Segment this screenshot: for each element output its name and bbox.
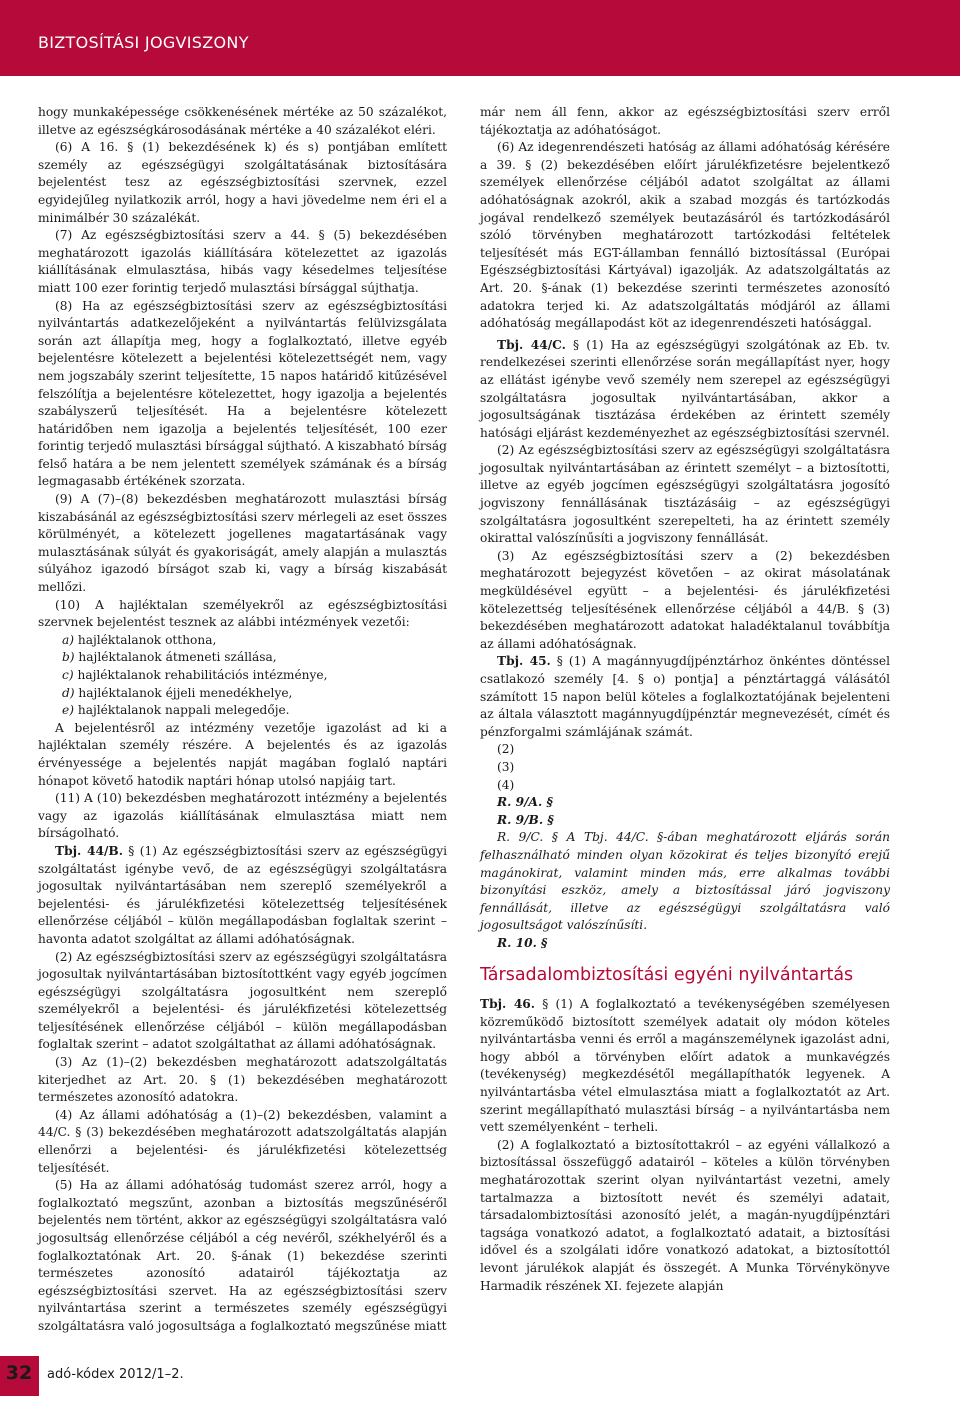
left-paragraph: (10) A hajléktalan személyekről az egészségbiztosítási szervnek bejelentést tesznek az alábbi intézmények vezetői: [38, 597, 447, 630]
left-paragraph: hogy munkaképessége csökkenésének mértéke az 50 százalékot, illetve az egészségkárosodásának mértéke a 40 százalékot eléri. [38, 105, 447, 137]
left-paragraph: (9) A (7)–(8) bekezdésben meghatározott mulasztási bírság kiszabásánál az egészségbiztosítási szerv mérlegeli az eset összes körülményét, a kötelezett jogellenes magatartásának vagy mulasztásának súlyát és gyakoriságát, amely alapján a mulasztás súlyához igazodó bírságot szab ki, vagy a bírság kiszabását mellőzi. [38, 492, 447, 595]
right-paragraph: Tbj. 44/C. § (1) Ha az egészségügyi szolgátónak az Eb. tv. rendelkezései szerinti ellenőrzése során megállapítást nyer, hogy az ellátást igénybe vevő személy nem szerepel az egészségügyi szolgáltatásra jogosultak nyilvántartásában, akkor a jogosultságának tisztázása érdekében az érintett személy hatósági eljárást kezdeményezhet az egészségbiztosítási szervnél. [480, 337, 890, 440]
section-reference: Tbj. 46. [480, 997, 536, 1012]
left-paragraph: (2) Az egészségbiztosítási szerv az egészségügyi szolgáltatásra jogosultak nyilvántartásában biztosítottként vagy egyéb jogcímen egészségügyi szolgáltatásra jogosultként nem szereplő személyekről a bejelentési- és járulékfizetési kötelezettség teljesítésének ellenőrzése céljából – külön megállapodásban foglaltak szerint – adatot szolgáltathat az állami adóhatóságnak. [38, 949, 447, 1052]
left-paragraph: (3) Az (1)–(2) bekezdésben meghatározott adatszolgáltatás kiterjedhet az Art. 20. § (1) bekezdésében meghatározott természetes azonosító adatokra. [38, 1055, 447, 1105]
page-footer [0, 1356, 960, 1396]
right-paragraph [480, 794, 890, 812]
left-paragraph: (6) A 16. § (1) bekezdésének k) és s) pontjában említett személy az egészségügyi szolgáltatásának biztosítására bejelentést tesz az egészségbiztosítási szervnek, ezzel egyidejűleg nyilatkozik arról, hogy a havi jövedelme nem éri el a minimálbér 30 százalékát. [38, 140, 447, 225]
section-reference: Tbj. 44/C. [497, 337, 566, 352]
page-header [0, 0, 960, 76]
right-paragraph: (2) Az egészségbiztosítási szerv az egészségügyi szolgáltatásra jogosultak nyilvántartásában az érintett személyt – a biztosítotti, illetve az egyéb jogcímen egészségügyi szolgáltatásra jogosító jogviszony fennállásának tisztázásáig – az egészségügyi szolgáltatásra jogosultként szerepelteti, ha az érintett személy okirattal valószínűsíti a jogviszony fennállását. [480, 443, 890, 546]
left-paragraph: (11) A (10) bekezdésben meghatározott intézmény a bejelentés vagy az igazolás kiállításának elmulasztása miatt nem bírságolható. [38, 791, 447, 841]
right-paragraph: (6) Az idegenrendészeti hatóság az állami adóhatóság kérésére a 39. § (2) bekezdésében előírt járulékfizetésre bejelentkező személyek ellenőrzése céljából adatot szolgáltat az állami adóhatóságnak azokról, akik a szabad mozgás és tartózkodás jogával rendelkező személyek beutazásáról és tartózkodásáról szóló törvényben meghatározott tartózkodási feltételek teljesítését más EGT-államban fennálló biztosítással (Európai Egészségbiztosítási Kártyával) igazolják. Az adatszolgáltatás az Art. 20. §-ának (1) bekezdése szerinti természetes azonosító adatokra terjed ki. Az adatszolgáltatás módjáról az állami adóhatóság megállapodást köt az idegenrendészeti hatósággal. [480, 140, 890, 331]
right-paragraph: (4) [497, 777, 515, 792]
section-reference: Tbj. 44/B. [55, 843, 123, 858]
left-paragraph: A bejelentésről az intézmény vezetője igazolást ad ki a hajléktalan személy részére. A bejelentés és az igazolás érvényessége a bejelentés napját magában foglaló naptári hónapot követő hatodik naptári hónap utolsó napjáig tart. [38, 720, 447, 788]
list-marker: c) [62, 668, 74, 682]
right-paragraph: (3) Az egészségbiztosítási szerv a (2) bekezdésben meghatározott bejegyzést követően – az okirat másolatának megküldésével együtt – a bejelentési- és járulékfizetési kötelezettség teljesítésének ellenőrzése céljából a 44/B. § (3) bekezdésében meghatározott adatokat haladéktalanul továbbítja az állami adóhatóságnak. [480, 548, 890, 651]
right-column [480, 104, 890, 1295]
right-paragraph: Tbj. 45. § (1) A magánnyugdíjpénztárhoz önkéntes döntéssel csatlakozó személy [4. § o) pontja] a pénztártaggá válásától számított 15 napon belül köteles a foglalkoztatójának bejelenteni az általa választott magánnyugdíjpénztár megnevezését, címét és pénzforgalmi számlájának számát. [480, 654, 890, 739]
left-paragraph: (8) Ha az egészségbiztosítási szerv az egészségbiztosítási nyilvántartás adatkezelőjeként a nyilvántartás felülvizsgálata során azt állapítja meg, hogy a foglalkoztató, illetve egyéb bejelentésre kötelezett a bejelentési kötelezettségét nem, vagy nem jogszabály szerint teljesítette, 15 napos határidő kitűzésével felszólítja a bejelentésre kötelezettet, hogy igazolja a bejelentés szabályszerű teljesítését. Ha a bejelentésre kötelezett határidőben nem igazolja a bejelentés teljesítését, 100 ezer forintig terjedő mulasztási bírsággal sújtható. A kiszabható bírság felső határa a be nem jelentett személyek számának és a bírság legmagasabb értékének szorzata. [38, 298, 447, 489]
right-paragraph [480, 812, 890, 830]
page-number: 32 [5, 1362, 33, 1384]
section-heading: Társadalombiztosítási egyéni nyilvántartás [480, 964, 854, 985]
section-reference: R. 9/B. § [497, 812, 554, 827]
left-paragraph: a) hajléktalanok otthona, [62, 632, 217, 647]
left-paragraph: Tbj. 44/B. § (1) Az egészségbiztosítási szerv az egészségügyi szolgáltatást igénybe vevő, de az egészségügyi szolgáltatásra jogosultak nyilvántartásában nem szereplő személyekről a bejelentési- és járulékfizetési kötelezettség teljesítésének ellenőrzése céljából – külön megállapodásban foglaltak szerint – havonta adatot szolgáltat az állami adóhatóságnak. [38, 843, 447, 946]
left-column [38, 104, 447, 1336]
section-reference: R. 10. § [497, 935, 548, 950]
left-paragraph: b) hajléktalanok átmeneti szállása, [62, 650, 277, 665]
right-paragraph: (2) [497, 742, 515, 757]
left-paragraph: e) hajléktalanok nappali melegedője. [62, 703, 290, 718]
right-paragraph [480, 829, 890, 935]
italic-text: R. 9/C. § A Tbj. 44/C. §-ában meghatározott eljárás során felhasználható minden olyan közokirat és teljes bizonyító erejű magánokirat, valamint minden más, erre alkalmas további bizonyítási eszköz, amely a biztosítással járó jogviszony fennállását, illetve az egészségügyi szolgáltatásra való jogosultságot valószínűsíti. [480, 830, 890, 933]
left-paragraph: (4) Az állami adóhatóság a (1)–(2) bekezdésben, valamint a 44/C. § (3) bekezdésében meghatározott adatszolgáltatás alapján ellenőrzi a bejelentési- és járulékfizetési kötelezettség teljesítését. [38, 1107, 447, 1175]
footer-divider [38, 1356, 39, 1396]
left-paragraph: c) hajléktalanok rehabilitációs intézménye, [62, 668, 328, 682]
publication-name: adó-kódex 2012/1–2. [47, 1367, 184, 1382]
list-marker: d) [62, 685, 75, 700]
list-marker: a) [62, 632, 75, 647]
right-paragraph: (2) A foglalkoztató a biztosítottakról – az egyéni vállalkozó a biztosítással összefüggő adatairól – köteles a külön törvényben meghatározottak szerint olyan nyilvántartást vezetni, amely tartalmazza a biztosított nevét és személyi adatait, társadalombiztosítási azonosító jelét, a magán-nyugdíjpénztári tagsága vonatkozó adatot, a foglalkoztató adatait, a biztosítási idővel és a szolgálati időre vonatkozó adatokat, a biztosítottól levont járulékok alapját és összegét. A Munka Törvénykönyve Harmadik részének XI. fejezete alapján [480, 1137, 890, 1293]
section-reference: Tbj. 45. [497, 654, 551, 669]
right-paragraph: (3) [497, 759, 515, 774]
list-marker: b) [62, 650, 75, 665]
right-paragraph: Tbj. 46. § (1) A foglalkoztató a tevékenységében személyesen közreműködő biztosított személyek adatait oly módon köteles nyilvántartásba venni és erről a magánszemélynek igazolást adni, hogy abból a törvényben előírt adatok a munkavégzés (tevékenység) megkezdésétől megállapíthatók legyenek. A nyilvántartásba vétel elmulasztása miatt a foglalkoztatót az Art. szerint megállapítható mulasztási bírság – a nyilvántartásba nem vett személyenként – terheli. [480, 997, 890, 1135]
right-paragraph: már nem áll fenn, akkor az egészségbiztosítási szerv erről tájékoztatja az adóhatóságot. [480, 105, 890, 137]
left-paragraph: (7) Az egészségbiztosítási szerv a 44. § (5) bekezdésében meghatározott igazolás kiállítására kötelezettet az igazolás kiállításának elmulasztása, hibás vagy késedelmes teljesítése miatt 100 ezer forintig terjedő mulasztási bírsággal sújthatja. [38, 228, 447, 295]
left-paragraph: d) hajléktalanok éjjeli menedékhelye, [62, 685, 293, 700]
section-reference: R. 9/A. § [497, 795, 553, 810]
header-title: BIZTOSÍTÁSI JOGVISZONY [38, 33, 249, 52]
left-paragraph: (5) Ha az állami adóhatóság tudomást szerez arról, hogy a foglalkoztató megszűnt, azonban a biztosítás megszűnéséről bejelentés nem történt, akkor az egészségügyi szolgáltatásra való jogosultság ellenőrzése céljából a cég nevéről, székhelyéről és a foglalkoztatónak Art. 20. §-ának (1) bekezdése szerinti természetes azonosító adatairól tájékoztatja az egészségbiztosítási szervet. Ha az egészségbiztosítási szerv nyilvántartása szerint a természetes személy egészségügyi szolgáltatásra való jogosultsága a foglalkoztató megszűnése miatt [38, 1178, 447, 1333]
right-paragraph [480, 935, 890, 953]
list-marker: e) [62, 703, 74, 718]
